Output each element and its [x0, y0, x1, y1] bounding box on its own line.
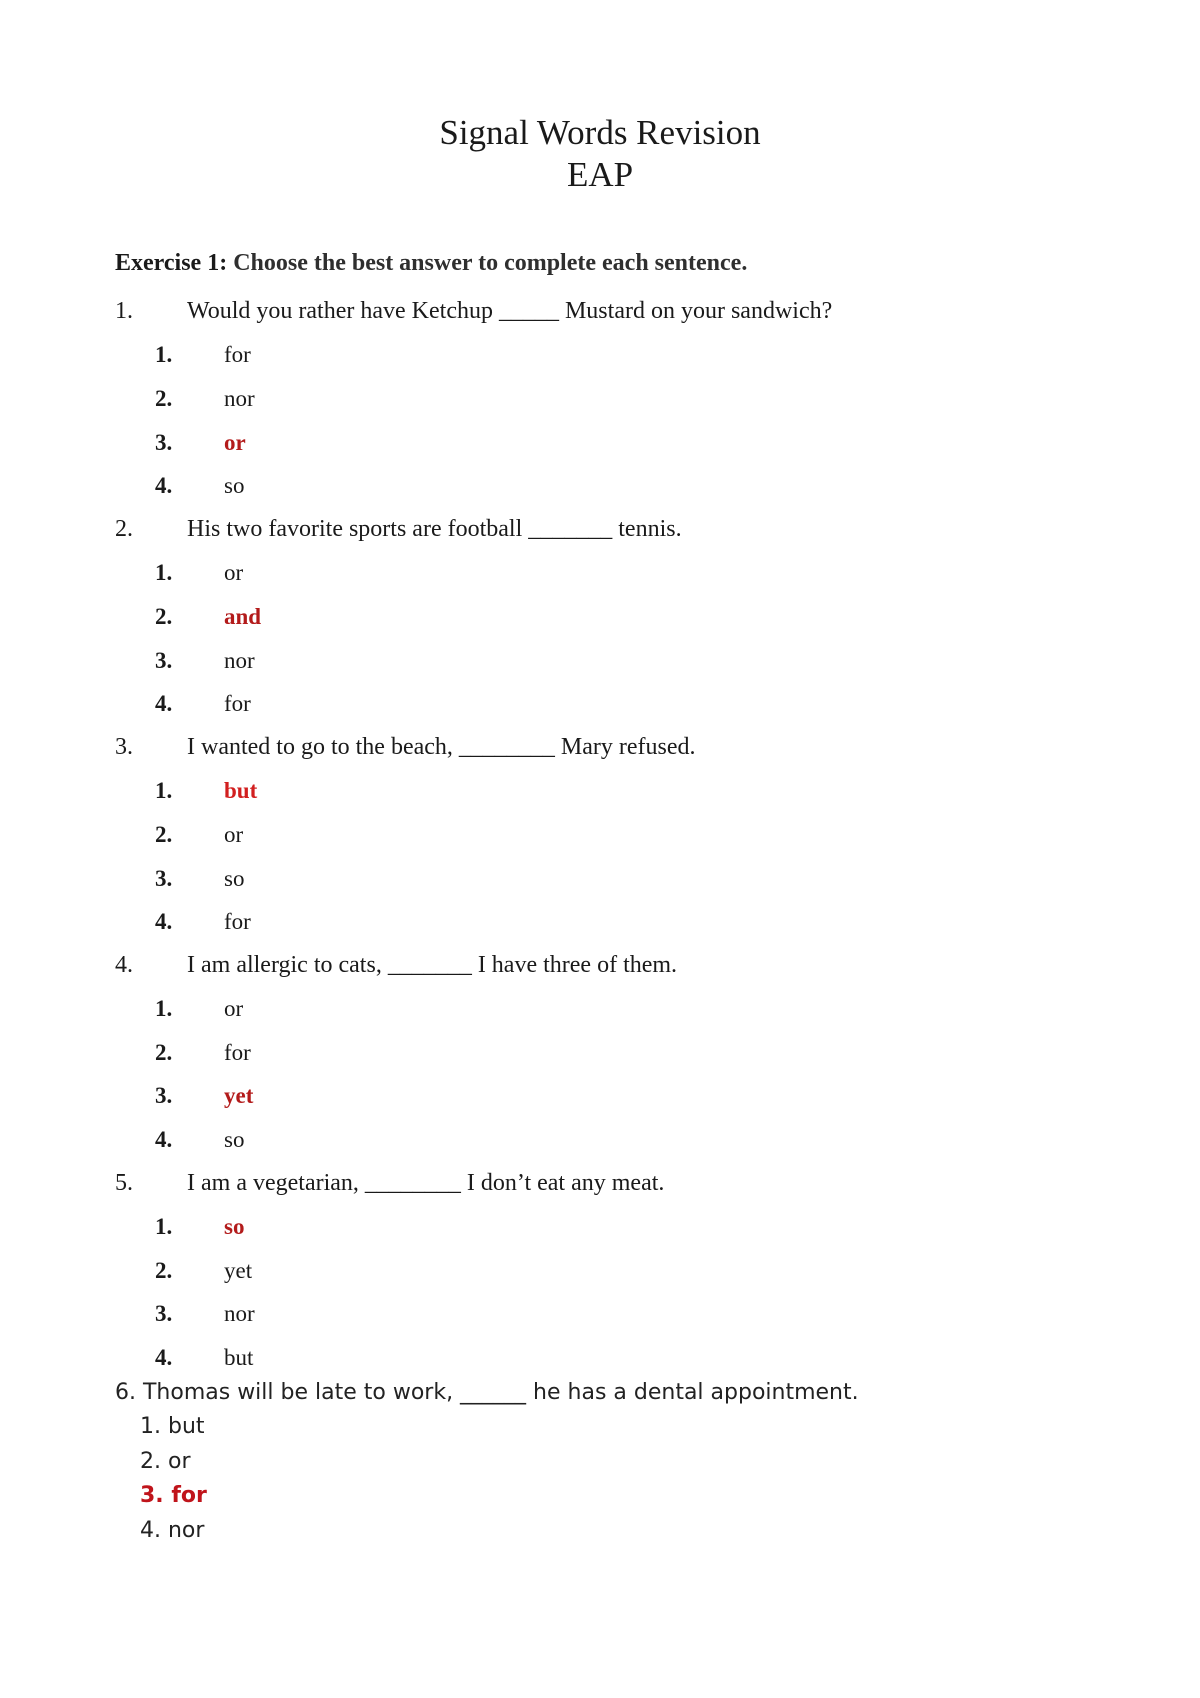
option-2[interactable]: 2. or — [140, 1448, 191, 1474]
option-4[interactable] — [115, 1118, 1115, 1162]
option-number: 3. — [155, 1301, 173, 1327]
option-3-correct-answer[interactable]: 3. for — [140, 1483, 207, 1508]
option-text: for — [224, 691, 251, 717]
option-3[interactable] — [115, 639, 1115, 683]
option-number: 3. — [155, 429, 173, 455]
question-5 — [115, 1162, 1115, 1206]
option-number: 2. — [155, 385, 173, 411]
document-title: Signal Words Revision — [439, 113, 761, 152]
option-number: 1. — [155, 560, 173, 586]
question-2 — [115, 508, 1115, 552]
option-text: for — [224, 342, 251, 368]
option-number: 3. — [155, 647, 173, 673]
option-number: 4. — [155, 473, 173, 499]
option-number: 1. — [155, 778, 173, 804]
option-text: nor — [224, 1301, 255, 1327]
option-text: so — [224, 1214, 245, 1240]
question-text: His two favorite sports are football _______ tennis. — [187, 516, 682, 543]
option-text: nor — [224, 647, 255, 673]
option-1[interactable] — [115, 988, 1115, 1032]
option-number: 3. — [155, 865, 173, 891]
option-text: nor — [224, 385, 255, 411]
option-number: 1. — [155, 996, 173, 1022]
option-number: 1. — [155, 1214, 173, 1240]
question-number: 2. — [115, 516, 133, 543]
option-text: or — [224, 996, 244, 1022]
option-text: yet — [224, 1083, 254, 1109]
question-text: Would you rather have Ketchup _____ Mustard on your sandwich? — [187, 298, 833, 325]
option-4[interactable] — [115, 682, 1115, 726]
question-number: 3. — [115, 734, 133, 761]
exercise-label: Exercise 1: — [115, 250, 228, 276]
option-text: or — [224, 429, 246, 455]
option-number: 2. — [155, 603, 173, 629]
option-3[interactable] — [115, 1293, 1115, 1337]
option-text: so — [224, 473, 245, 499]
option-2[interactable] — [115, 377, 1115, 421]
question-block-5 — [115, 1162, 1115, 1380]
question-6-text: 6. Thomas will be late to work, ______ he has a dental appointment. — [115, 1380, 859, 1405]
option-4[interactable]: 4. nor — [140, 1517, 205, 1543]
question-number: 1. — [115, 298, 133, 325]
option-1-correct-answer[interactable] — [115, 1205, 1115, 1249]
option-number: 3. — [155, 1083, 173, 1109]
exercise-heading — [115, 248, 747, 278]
option-number: 4. — [155, 1127, 173, 1153]
exercise-instruction: Choose the best answer to complete each sentence. — [233, 250, 748, 276]
question-text: I am allergic to cats, _______ I have three of them. — [187, 952, 678, 979]
option-number: 2. — [155, 1039, 173, 1065]
option-text: but — [224, 778, 258, 804]
option-text: but — [224, 1345, 254, 1371]
option-3-correct-answer[interactable] — [115, 421, 1115, 465]
option-2-correct-answer[interactable] — [115, 595, 1115, 639]
option-1[interactable] — [115, 334, 1115, 378]
question-block-2 — [115, 508, 1115, 726]
question-number: 5. — [115, 1170, 133, 1197]
option-number: 2. — [155, 821, 173, 847]
question-list — [115, 290, 1115, 1380]
question-1 — [115, 290, 1115, 334]
question-3 — [115, 726, 1115, 770]
option-1[interactable] — [115, 552, 1115, 596]
option-3-correct-answer[interactable] — [115, 1075, 1115, 1119]
option-2[interactable] — [115, 1249, 1115, 1293]
option-text: or — [224, 821, 244, 847]
option-number: 4. — [155, 691, 173, 717]
question-4 — [115, 944, 1115, 988]
option-1-correct-answer[interactable] — [115, 770, 1115, 814]
option-3[interactable] — [115, 857, 1115, 901]
option-4[interactable] — [115, 900, 1115, 944]
option-2[interactable] — [115, 813, 1115, 857]
option-text: or — [224, 560, 244, 586]
option-number: 4. — [155, 1345, 173, 1371]
question-block-3 — [115, 726, 1115, 944]
document-subtitle: EAP — [566, 155, 634, 194]
option-text: yet — [224, 1257, 253, 1283]
option-number: 4. — [155, 909, 173, 935]
option-text: so — [224, 865, 245, 891]
title-block — [0, 112, 1200, 196]
option-number: 1. — [155, 342, 173, 368]
question-text: I wanted to go to the beach, ________ Mary refused. — [187, 734, 696, 761]
option-4[interactable] — [115, 1336, 1115, 1380]
option-number: 2. — [155, 1257, 173, 1283]
question-text: I am a vegetarian, ________ I don’t eat any meat. — [187, 1170, 665, 1197]
option-1[interactable]: 1. but — [140, 1414, 205, 1439]
option-text: and — [224, 603, 262, 629]
question-number: 4. — [115, 952, 133, 979]
question-block-6 — [115, 1375, 859, 1548]
option-text: for — [224, 909, 251, 935]
question-block-4 — [115, 944, 1115, 1162]
option-text: so — [224, 1127, 245, 1153]
option-text: for — [224, 1039, 251, 1065]
option-2[interactable] — [115, 1031, 1115, 1075]
question-block-1 — [115, 290, 1115, 508]
option-4[interactable] — [115, 464, 1115, 508]
